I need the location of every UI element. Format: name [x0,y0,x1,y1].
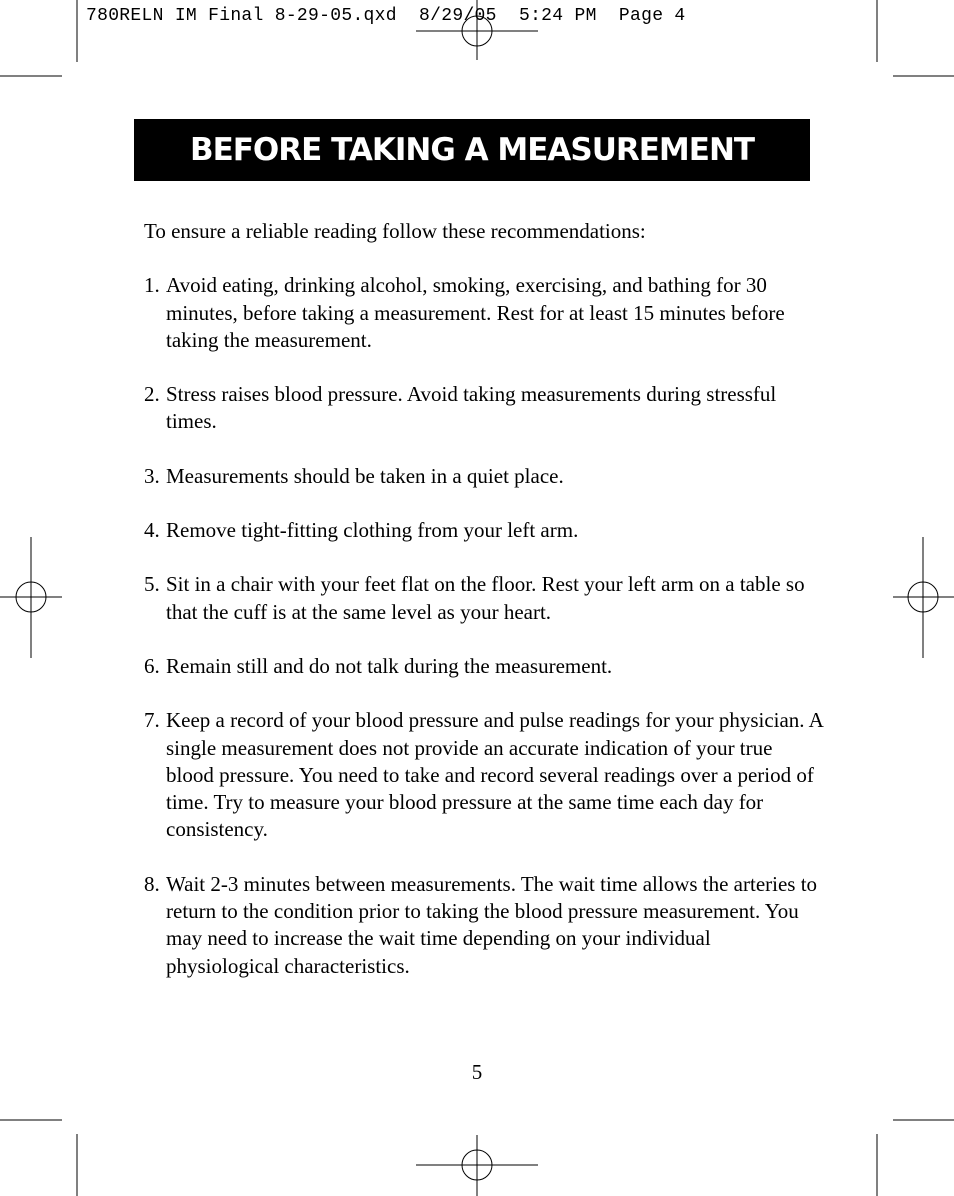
item-number: 7. [144,708,160,733]
item-number: 1. [144,273,160,298]
list-item [144,707,824,843]
item-number: 8. [144,871,160,896]
item-number: 6. [144,653,160,678]
title-banner [134,119,810,181]
item-number: 3. [144,463,160,488]
intro-text: To ensure a reliable reading follow these recommendations: [144,219,646,243]
item-number: 4. [144,518,160,543]
recommendation-list [144,272,824,980]
list-item [144,463,824,490]
item-text: Avoid eating, drinking alcohol, smoking, exercising, and bathing for 30 minutes, before taking a measurement. Rest for at least 15 minutes before taking the measurement. [166,273,785,352]
list-item [144,517,824,544]
list-item [144,381,824,436]
item-text: Remove tight-fitting clothing from your left arm. [166,518,579,543]
page-number: 5 [471,1060,483,1084]
item-text: Sit in a chair with your feet flat on the floor. Rest your left arm on a table so that the cuff is at the same level as your heart. [166,572,805,624]
item-text: Remain still and do not talk during the measurement. [166,653,613,678]
main-content [144,218,824,1007]
list-item [144,871,824,980]
item-number: 2. [144,382,160,407]
item-text: Stress raises blood pressure. Avoid taking measurements during stressful times. [166,382,777,434]
item-text: Measurements should be taken in a quiet place. [166,463,564,488]
page-title: BEFORE TAKING A MEASUREMENT [189,132,755,168]
item-number: 5. [144,572,160,597]
list-item [144,571,824,626]
item-text: Keep a record of your blood pressure and pulse readings for your physician. A single measurement does not provide an accurate indication of your true blood pressure. You need to take and record several readings over a period of time. Try to measure your blood pressure at the same time each day for consistency. [166,708,823,842]
item-text: Wait 2-3 minutes between measurements. The wait time allows the arteries to return to the condition prior to taking the blood pressure measurement. You may need to increase the wait time depending on your individual physiological characteristics. [166,871,818,978]
list-item [144,272,824,354]
print-slug: 780RELN IM Final 8-29-05.qxd 8/29/05 5:24 PM Page 4 [86,6,686,26]
list-item [144,653,824,680]
